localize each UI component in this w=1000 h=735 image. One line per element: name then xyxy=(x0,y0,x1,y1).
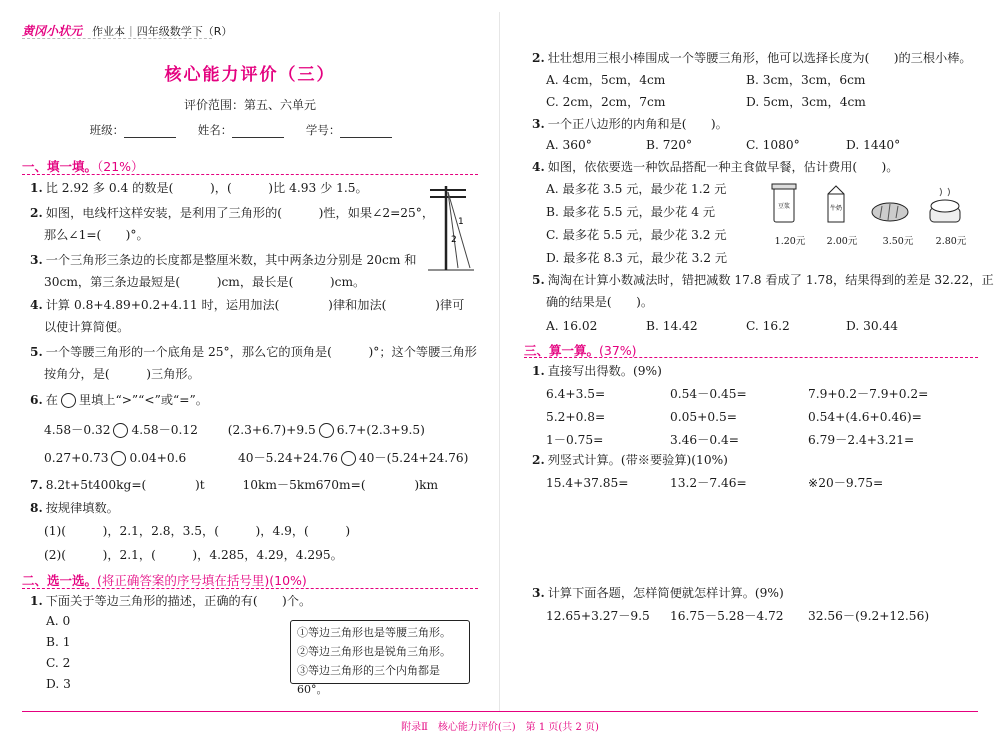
expr: 40－5.24+24.76 xyxy=(237,451,338,465)
question-number: 4. xyxy=(532,160,545,174)
question-text: 淘淘在计算小数减法时，错把减数 17.8 看成了 1.78，结果得到的差是 32.22，正 xyxy=(547,273,994,287)
question-5-line1 xyxy=(30,344,477,360)
calc-row xyxy=(546,409,922,425)
bread-price: 3.50元 xyxy=(882,236,914,247)
section-rule xyxy=(524,357,978,358)
question-text: 一个正八边形的内角和是( )。 xyxy=(547,117,728,131)
oral-calc: 0.54+(4.6+0.46)= xyxy=(808,410,922,424)
grade-label: 四年级数学下（R） xyxy=(136,24,233,38)
option: D. 1440° xyxy=(846,138,901,152)
question-number: 6. xyxy=(30,393,43,407)
option: B. 14.42 xyxy=(646,319,698,333)
name-label: 姓名： xyxy=(197,123,233,137)
student-info xyxy=(0,122,500,138)
option: C. 2cm，2cm，7cm xyxy=(546,95,666,109)
option: A. 16.02 xyxy=(546,319,598,333)
oral-calc: 0.54－0.45= xyxy=(670,387,747,401)
question-4-line2: 以使计算简便。 xyxy=(44,320,130,334)
calc-3 xyxy=(532,585,784,601)
question-number: 2. xyxy=(532,453,545,467)
section-fill-title xyxy=(22,157,144,175)
question-text: 下面关于等边三角形的描述，正确的有( )个。 xyxy=(45,594,312,608)
svg-text:2: 2 xyxy=(451,235,457,245)
utility-pole-diagram xyxy=(418,180,478,272)
question-text: 比 2.92 多 0.4 的数是( )，( )比 4.93 少 1.5。 xyxy=(45,181,368,195)
choice-1 xyxy=(30,593,311,609)
expr: 0.04+0.6 xyxy=(129,451,187,465)
expr: 0.27+0.73 xyxy=(44,451,109,465)
class-field[interactable] xyxy=(124,126,176,138)
question-2-line2: 那么∠1=( )°。 xyxy=(44,228,149,242)
header-divider xyxy=(22,38,212,39)
id-label: 学号： xyxy=(305,123,341,137)
compare-row-1 xyxy=(44,422,425,438)
compare-circle[interactable] xyxy=(111,451,126,466)
section-rule xyxy=(22,588,478,589)
circle-symbol xyxy=(61,393,76,408)
question-2-line1 xyxy=(30,205,434,221)
question-5-line2: 按角分，是( )三角形。 xyxy=(44,367,200,381)
question-number: 5. xyxy=(30,345,43,359)
question-text: 壮壮想用三根小棒围成一个等腰三角形，他可以选择长度为( )的三根小棒。 xyxy=(547,51,972,65)
question-8 xyxy=(30,500,119,516)
question-1 xyxy=(30,180,368,196)
option: D. 最多花 8.3 元，最少花 3.2 元 xyxy=(546,251,728,265)
question-3-line1 xyxy=(30,252,416,268)
option: A. 4cm，5cm，4cm xyxy=(546,73,666,87)
calc-1 xyxy=(532,363,662,379)
section-fill-percent: （21%） xyxy=(97,159,144,174)
oral-calc: 5.2+0.8= xyxy=(546,410,606,424)
id-field[interactable] xyxy=(340,126,392,138)
milk-price: 2.00元 xyxy=(826,236,858,247)
question-4-line1 xyxy=(30,297,464,313)
calc-row xyxy=(546,432,914,448)
simplify-calc-row xyxy=(546,608,929,624)
svg-text:1: 1 xyxy=(458,217,464,227)
question-text: 计算 0.8+4.89+0.2+4.11 时，运用加法( )律和加法( )律可 xyxy=(45,298,465,312)
milk-label: 牛奶 xyxy=(829,205,843,212)
section-fill-label: 一、填一填。 xyxy=(22,159,98,174)
question-text: 如图，电线杆这样安装，是利用了三角形的( )性，如果∠2=25°， xyxy=(45,206,435,220)
right-column xyxy=(500,0,1000,735)
question-number: 7. xyxy=(30,478,43,492)
oral-calc: 0.05+0.5= xyxy=(670,410,737,424)
breakfast-items-illustration xyxy=(770,178,970,234)
brand-logo: 黄冈小状元 xyxy=(22,24,83,38)
calc-row xyxy=(546,386,928,402)
option: C. 1080° xyxy=(746,138,800,152)
statement-box xyxy=(290,620,470,696)
choice-5-options xyxy=(546,318,946,334)
oral-calc: 6.79－2.4+3.21= xyxy=(808,433,915,447)
question-text: 按规律填数。 xyxy=(45,501,119,515)
simplify-calc: 16.75－5.28－4.72 xyxy=(670,609,784,623)
name-field[interactable] xyxy=(232,126,284,138)
question-text: 计算下面各题，怎样简便就怎样计算。(9%) xyxy=(547,586,784,600)
question-number: 1. xyxy=(30,181,43,195)
question-text: 10km－5km670m=( )km xyxy=(242,478,439,492)
question-text: 在 xyxy=(45,393,58,407)
oral-calc: 6.4+3.5= xyxy=(546,387,606,401)
page-title: 核心能力评价（三） xyxy=(164,65,336,85)
question-text: 一个三角形三条边的长度都是整厘米数，其中两条边分别是 20cm 和 xyxy=(45,253,417,267)
oral-calc: 3.46－0.4= xyxy=(670,433,739,447)
expr: 40－(5.24+24.76) xyxy=(358,451,469,465)
calc-2 xyxy=(532,452,728,468)
page-footer: 附录Ⅱ 核心能力评价(三) 第 1 页(共 2 页) xyxy=(401,722,599,733)
expr: (2.3+6.7)+9.5 xyxy=(227,423,316,437)
option: B. 3cm，3cm，6cm xyxy=(746,73,866,87)
choice-2 xyxy=(532,50,972,66)
question-number: 3. xyxy=(532,586,545,600)
choice-5-line1 xyxy=(532,272,994,288)
vertical-calc: 15.4+37.85= xyxy=(546,476,629,490)
question-text: 8.2t+5t400kg=( )t xyxy=(45,478,205,492)
section-choice-label: 二、选一选。 xyxy=(22,573,98,588)
question-text: 直接写出得数。(9%) xyxy=(547,364,662,378)
statement: ②等边三角形也是锐角三角形。 xyxy=(297,645,451,658)
option: B. 1 xyxy=(46,635,71,649)
question-number: 1. xyxy=(30,594,43,608)
compare-circle[interactable] xyxy=(341,451,356,466)
vertical-calc-row xyxy=(546,475,883,491)
vertical-calc: ※20－9.75= xyxy=(808,476,884,490)
question-8-row2: (2)( )，2.1，( )，4.285，4.29，4.295。 xyxy=(44,548,343,562)
question-text: 一个等腰三角形的一个底角是 25°，那么它的顶角是( )°；这个等腰三角形 xyxy=(45,345,477,359)
question-number: 3. xyxy=(532,117,545,131)
expr: 4.58－0.32 xyxy=(44,423,111,437)
question-number: 1. xyxy=(532,364,545,378)
section-rule xyxy=(22,174,478,175)
vertical-calc: 13.2－7.46= xyxy=(670,476,747,490)
option: B. 最多花 5.5 元，最少花 4 元 xyxy=(546,205,716,219)
option: D. 3 xyxy=(46,677,71,691)
question-number: 4. xyxy=(30,298,43,312)
option: C. 最多花 5.5 元，最少花 3.2 元 xyxy=(546,228,727,242)
oral-calc: 7.9+0.2－7.9+0.2= xyxy=(808,387,929,401)
compare-row-2 xyxy=(44,450,468,466)
price-row xyxy=(766,234,976,250)
question-number: 3. xyxy=(30,253,43,267)
book-name: 作业本 xyxy=(92,24,126,38)
footer-rule xyxy=(22,711,978,712)
choice-3-options xyxy=(546,137,946,153)
option: C. 16.2 xyxy=(746,319,790,333)
question-number: 2. xyxy=(30,206,43,220)
section-choice-title xyxy=(22,571,307,589)
section-choice-note: (将正确答案的序号填在括号里)(10%) xyxy=(97,573,307,588)
option: C. 2 xyxy=(46,656,71,670)
section-calc-percent: (37%) xyxy=(599,343,637,358)
simplify-calc: 32.56－(9.2+12.56) xyxy=(808,609,930,623)
statement: ①等边三角形也是等腰三角形。 xyxy=(297,626,451,639)
statement: ③等边三角形的三个内角都是 60°。 xyxy=(297,664,440,696)
option: A. 最多花 3.5 元，最少花 1.2 元 xyxy=(546,182,727,196)
page-header xyxy=(22,22,232,39)
choice-5-line2: 确的结果是( )。 xyxy=(546,295,654,309)
question-text: 列竖式计算。(带※要验算)(10%) xyxy=(547,453,728,467)
question-number: 2. xyxy=(532,51,545,65)
question-6 xyxy=(30,392,208,408)
compare-circle[interactable] xyxy=(113,423,128,438)
question-number: 8. xyxy=(30,501,43,515)
expr: 4.58－0.12 xyxy=(131,423,198,437)
question-text: 如图，依依要选一种饮品搭配一种主食做早餐，估计费用( )。 xyxy=(547,160,899,174)
soy-milk-price: 1.20元 xyxy=(774,236,806,247)
soy-milk-label: 豆浆 xyxy=(777,203,791,210)
option: D. 5cm，3cm，4cm xyxy=(746,95,866,109)
option: B. 720° xyxy=(646,138,693,152)
header-separator: | xyxy=(129,24,133,37)
question-number: 5. xyxy=(532,273,545,287)
question-8-row1: (1)( )，2.1，2.8，3.5，( )，4.9，( ) xyxy=(44,524,351,538)
question-text: 里填上“>”“<”或“=”。 xyxy=(78,393,208,407)
expr: 6.7+(2.3+9.5) xyxy=(336,423,425,437)
compare-circle[interactable] xyxy=(319,423,334,438)
option: A. 360° xyxy=(546,138,592,152)
section-calc-label: 三、算一算。 xyxy=(524,343,600,358)
choice-4 xyxy=(532,159,899,175)
question-7 xyxy=(30,477,438,493)
option: A. 0 xyxy=(46,614,71,628)
simplify-calc: 12.65+3.27－9.5 xyxy=(546,609,650,623)
evaluation-scope: 评价范围：第五、六单元 xyxy=(183,98,316,112)
option: D. 30.44 xyxy=(846,319,898,333)
question-3-line2: 30cm，第三条边最短是( )cm，最长是( )cm。 xyxy=(44,275,366,289)
bun-price: 2.80元 xyxy=(935,236,967,247)
oral-calc: 1－0.75= xyxy=(546,433,604,447)
class-label: 班级： xyxy=(89,123,125,137)
choice-3 xyxy=(532,116,728,132)
